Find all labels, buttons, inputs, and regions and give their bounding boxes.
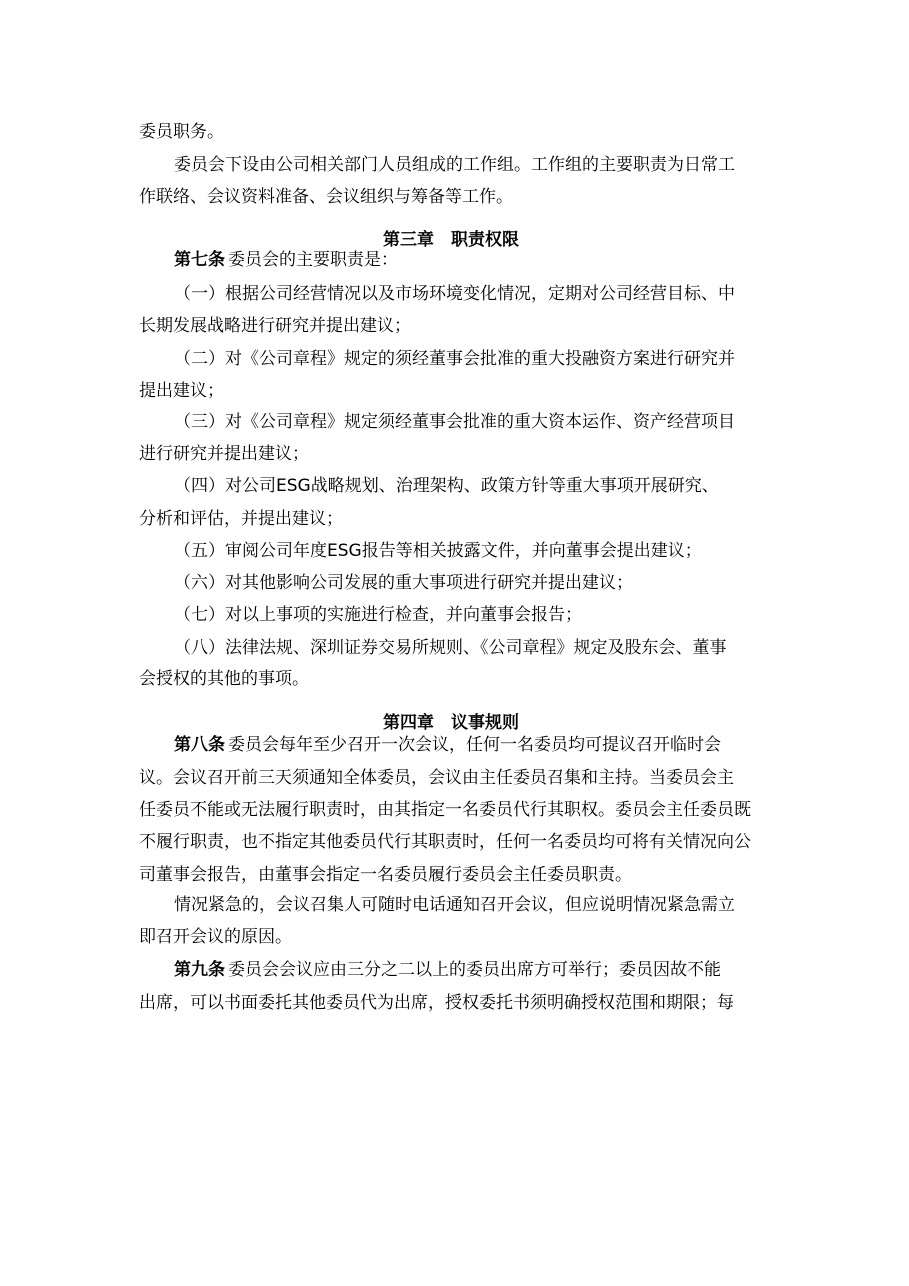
paragraph-text: 议。会议召开前三天须通知全体委员，会议由主任委员召集和主持。当委员会主	[139, 768, 734, 788]
paragraph-text: 情况紧急的，会议召集人可随时电话通知召开会议，但应说明情况紧急需立	[174, 895, 735, 915]
paragraph-text: 作联络、会议资料准备、会议组织与筹备等工作。	[139, 187, 513, 207]
text-line	[0, 536, 909, 566]
paragraph-text: 委员会会议应由三分之二以上的委员出席方可举行；委员因故不能	[228, 960, 721, 980]
text-line	[0, 730, 909, 760]
paragraph-text: 出席，可以书面委托其他委员代为出席，授权委托书须明确授权范围和期限；每	[139, 993, 734, 1013]
list-item-text: （四）对公司ESG战略规划、治理架构、政策方针等重大事项开展研究、	[174, 476, 719, 496]
text-line	[0, 795, 909, 825]
article-label: 第七条	[174, 250, 225, 270]
paragraph-text: 委员职务。	[139, 122, 224, 142]
chapter-heading: 第三章 职责权限	[383, 230, 519, 250]
text-line	[0, 568, 909, 598]
text-line	[0, 633, 909, 663]
paragraph-text: 委员会的主要职责是：	[228, 250, 398, 270]
list-item-text: （八）法律法规、深圳证券交易所规则、《公司章程》规定及股东会、董事	[174, 638, 727, 658]
text-line	[0, 344, 909, 374]
list-item-text: （三）对《公司章程》规定须经董事会批准的重大资本运作、资产经营项目	[174, 412, 735, 432]
text-line	[0, 600, 909, 630]
paragraph-text: 委员会下设由公司相关部门人员组成的工作组。工作组的主要职责为日常工	[174, 155, 735, 175]
list-item-text: 分析和评估，并提出建议；	[139, 509, 343, 529]
text-line	[0, 245, 909, 275]
paragraph-text: 不履行职责，也不指定其他委员代行其职责时，任何一名委员均可将有关情况向公	[139, 832, 751, 852]
text-line	[0, 860, 909, 890]
text-line	[0, 439, 909, 469]
list-item-text: （七）对以上事项的实施进行检查，并向董事会报告；	[174, 605, 582, 625]
text-line	[0, 150, 909, 180]
text-line	[0, 955, 909, 985]
list-item-text: 提出建议；	[139, 381, 224, 401]
list-item-text: （六）对其他影响公司发展的重大事项进行研究并提出建议；	[174, 573, 633, 593]
list-item-text: 进行研究并提出建议；	[139, 444, 309, 464]
paragraph-text: 委员会每年至少召开一次会议，任何一名委员均可提议召开临时会	[228, 735, 721, 755]
article-label: 第八条	[174, 735, 225, 755]
list-item-text: （二）对《公司章程》规定的须经董事会批准的重大投融资方案进行研究并	[174, 349, 735, 369]
text-line	[0, 182, 909, 212]
article-label: 第九条	[174, 960, 225, 980]
list-item-text: 长期发展战略进行研究并提出建议；	[139, 316, 411, 336]
paragraph-text: 即召开会议的原因。	[139, 927, 292, 947]
text-line	[0, 504, 909, 534]
text-line	[0, 376, 909, 406]
text-line	[0, 827, 909, 857]
chapter-heading: 第四章 议事规则	[383, 713, 519, 733]
text-line	[0, 117, 909, 147]
text-line	[0, 890, 909, 920]
text-line	[0, 407, 909, 437]
list-item-text: 会授权的其他的事项。	[139, 669, 309, 689]
paragraph-text: 任委员不能或无法履行职责时，由其指定一名委员代行其职权。委员会主任委员既	[139, 800, 751, 820]
text-line	[0, 279, 909, 309]
text-line	[0, 311, 909, 341]
text-line	[0, 922, 909, 952]
paragraph-text: 司董事会报告，由董事会指定一名委员履行委员会主任委员职责。	[139, 865, 632, 885]
text-line	[0, 471, 909, 501]
text-line	[0, 988, 909, 1018]
text-line	[0, 763, 909, 793]
list-item-text: （五）审阅公司年度ESG报告等相关披露文件，并向董事会提出建议；	[174, 541, 702, 561]
list-item-text: （一）根据公司经营情况以及市场环境变化情况，定期对公司经营目标、中	[174, 284, 735, 304]
text-line	[0, 664, 909, 694]
